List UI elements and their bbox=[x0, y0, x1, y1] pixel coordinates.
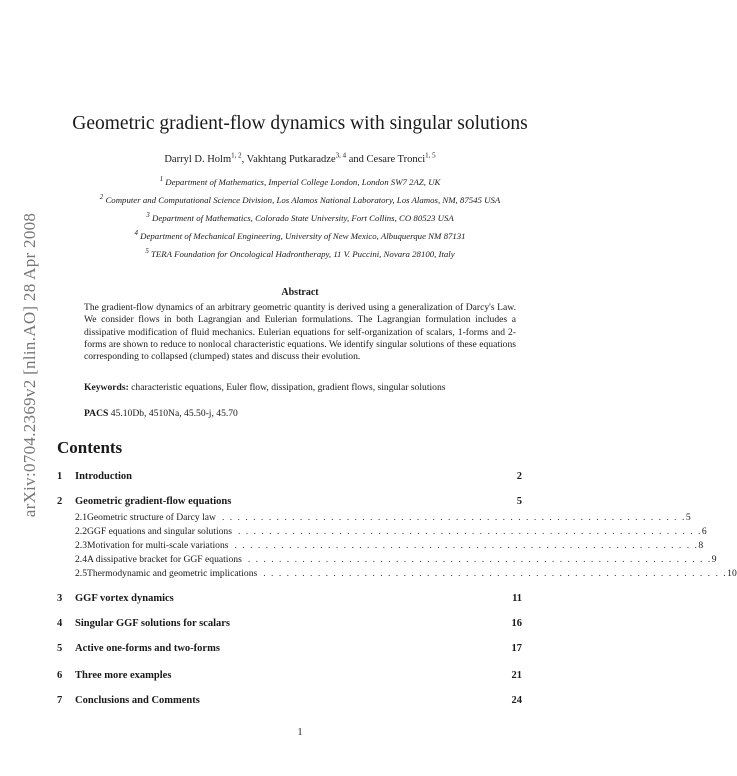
toc-num: 2.1 bbox=[75, 512, 87, 523]
affiliation bbox=[0, 195, 600, 205]
toc-leader: . . . . . . . . . . . . . . . . . . . . . . . . . . . . . . . . . . . . . . . . . . . . . . . . . . . . . . . . . . . . bbox=[221, 512, 686, 523]
toc-page: 17 bbox=[511, 643, 522, 654]
toc-page: 9 bbox=[711, 554, 717, 565]
toc-section[interactable] bbox=[57, 496, 522, 507]
toc-leader: . . . . . . . . . . . . . . . . . . . . . . . . . . . . . . . . . . . . . . . . . . . . . . . . . . . . . . . . . . . . bbox=[237, 526, 702, 537]
abstract-text: The gradient-flow dynamics of an arbitrary geometric quantity is derived using a generalization of Darcy's Law. We consider flows in both Lagrangian and Eulerian formulations. The Lagrangian formulation includes a dissipative modification of fluid mechanics. Eulerian equations for self-organization of scalars, 1-forms and 2-forms are shown to reduce to nonlocal characteristic equations. We identify singular solutions of these equations corresponding to collapsed (clumped) states and discuss their evolution. bbox=[84, 302, 516, 363]
affiliation-text: Computer and Computational Science Division, Los Alamos National Laboratory, Los Alamos, NM, 87545 USA bbox=[105, 195, 501, 205]
toc-title: Active one-forms and two-forms bbox=[75, 643, 220, 654]
toc-num: 2.2 bbox=[75, 526, 87, 537]
pacs-label: PACS bbox=[84, 408, 109, 419]
toc-section[interactable] bbox=[57, 670, 522, 681]
toc-num: 5 bbox=[57, 643, 63, 654]
toc-title: Thermodynamic and geometric implications bbox=[87, 568, 258, 579]
toc-title: Introduction bbox=[75, 471, 132, 482]
toc-section[interactable] bbox=[57, 471, 522, 482]
toc-page: 5 bbox=[516, 496, 522, 507]
author-sup: 1, 5 bbox=[425, 151, 436, 160]
affiliation-sup: 5 bbox=[145, 247, 149, 256]
pacs-text: 45.10Db, 4510Na, 45.50-j, 45.70 bbox=[110, 408, 238, 419]
toc-subsection[interactable] bbox=[75, 526, 707, 537]
toc-title: Geometric gradient-flow equations bbox=[75, 496, 232, 507]
toc-leader: . . . . . . . . . . . . . . . . . . . . . . . . . . . . . . . . . . . . . . . . . . . . . . . . . . . . . . . . . . . . bbox=[234, 540, 699, 551]
affiliation bbox=[0, 231, 600, 241]
affiliation-text: Department of Mathematics, Colorado State University, Fort Collins, CO 80523 USA bbox=[151, 213, 454, 223]
toc-leader: . . . . . . . . . . . . . . . . . . . . . . . . . . . . . . . . . . . . . . . . . . . . . . . . . . . . . . . . . . . . bbox=[263, 568, 728, 579]
toc-title: A dissipative bracket for GGF equations bbox=[87, 554, 242, 565]
author-sep: , bbox=[241, 154, 247, 165]
toc-subsection[interactable] bbox=[75, 554, 717, 565]
toc-num: 2 bbox=[57, 496, 63, 507]
affiliation bbox=[0, 213, 600, 223]
toc-num: 7 bbox=[57, 695, 63, 706]
author-and: and bbox=[346, 154, 367, 165]
toc-page: 16 bbox=[511, 618, 522, 629]
toc-leader: . . . . . . . . . . . . . . . . . . . . . . . . . . . . . . . . . . . . . . . . . . . . . . . . . . . . . . . . . . . . bbox=[247, 554, 712, 565]
author-sup: 3, 4 bbox=[335, 151, 347, 160]
toc-page: 21 bbox=[511, 670, 522, 681]
affiliation bbox=[0, 177, 600, 187]
contents-heading: Contents bbox=[57, 438, 123, 457]
toc-title: GGF equations and singular solutions bbox=[87, 526, 232, 537]
toc-title: Three more examples bbox=[75, 670, 172, 681]
toc-page: 10 bbox=[727, 568, 737, 579]
affiliation-text: TERA Foundation for Oncological Hadrontherapy, 11 V. Puccini, Novara 28100, Italy bbox=[151, 249, 455, 259]
affiliation bbox=[0, 249, 600, 259]
toc-title: Geometric structure of Darcy law bbox=[87, 512, 216, 523]
toc-num: 6 bbox=[57, 670, 63, 681]
author-list bbox=[0, 151, 600, 165]
page-number: 1 bbox=[297, 727, 303, 738]
author-name: Cesare Tronci bbox=[366, 154, 426, 165]
affiliation-text: Department of Mathematics, Imperial College London, London SW7 2AZ, UK bbox=[165, 177, 441, 187]
keywords-text: characteristic equations, Euler flow, dissipation, gradient flows, singular solutions bbox=[131, 382, 446, 393]
toc-num: 2.5 bbox=[75, 568, 87, 579]
author-name: Darryl D. Holm bbox=[164, 154, 232, 165]
toc-title: GGF vortex dynamics bbox=[75, 593, 174, 604]
paper-title: Geometric gradient-flow dynamics with singular solutions bbox=[72, 113, 528, 134]
toc-page: 6 bbox=[701, 526, 707, 537]
toc-num: 3 bbox=[57, 593, 63, 604]
toc-section[interactable] bbox=[57, 643, 522, 654]
toc-num: 2.3 bbox=[75, 540, 87, 551]
toc-page: 5 bbox=[685, 512, 691, 523]
toc-section[interactable] bbox=[57, 593, 522, 604]
affiliation-sup: 2 bbox=[99, 193, 104, 202]
toc-title: Conclusions and Comments bbox=[75, 695, 200, 706]
author-name: Vakhtang Putkaradze bbox=[246, 154, 336, 165]
toc-subsection[interactable] bbox=[75, 512, 691, 523]
toc-section[interactable] bbox=[57, 618, 522, 629]
abstract-heading: Abstract bbox=[281, 287, 319, 298]
toc-title: Singular GGF solutions for scalars bbox=[75, 618, 230, 629]
toc-page: 24 bbox=[511, 695, 522, 706]
toc-page: 8 bbox=[698, 540, 704, 551]
toc-subsection[interactable] bbox=[75, 568, 737, 579]
pacs bbox=[84, 408, 238, 419]
toc-num: 4 bbox=[57, 618, 63, 629]
toc-page: 2 bbox=[516, 471, 522, 482]
toc-section[interactable] bbox=[57, 695, 522, 706]
keywords-label: Keywords: bbox=[84, 382, 129, 393]
affiliation-sup: 4 bbox=[134, 229, 138, 238]
affiliation-sup: 3 bbox=[146, 211, 150, 220]
toc-num: 2.4 bbox=[75, 554, 87, 565]
toc-title: Motivation for multi-scale variations bbox=[87, 540, 229, 551]
keywords bbox=[84, 382, 516, 394]
toc-page: 11 bbox=[512, 593, 522, 604]
affiliation-sup: 1 bbox=[159, 175, 164, 184]
arxiv-identifier: arXiv:0704.2369v2 [nlin.AO] 28 Apr 2008 bbox=[20, 212, 39, 518]
toc-num: 1 bbox=[57, 471, 63, 482]
author-sup: 1, 2 bbox=[231, 151, 242, 160]
affiliation-text: Department of Mechanical Engineering, University of New Mexico, Albuquerque NM 87131 bbox=[140, 231, 466, 241]
toc-subsection[interactable] bbox=[75, 540, 704, 551]
